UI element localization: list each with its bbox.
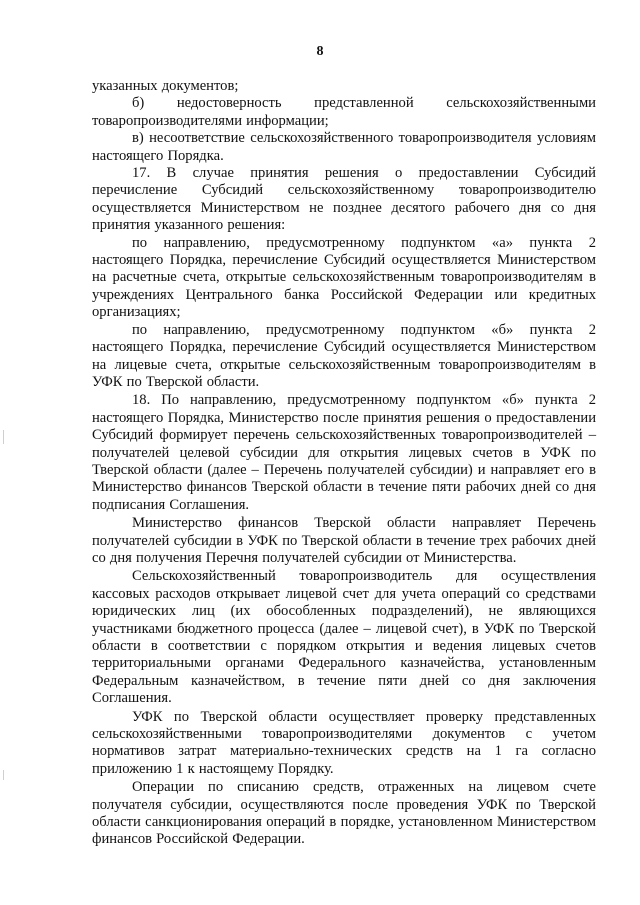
paragraph-item-v: в) несоответствие сельскохозяйственного товаропроизводителя условиям настоящего Порядка.	[92, 130, 596, 164]
paragraph-continuation: указанных документов;	[92, 78, 239, 94]
paragraph-ufk-check: УФК по Тверской области осуществляет проверку представленных сельскохозяйственными товаропроизводителями документов с учетом нормативов затрат материально-технических средств на 1 га согласно приложению 1 к настоящему Порядку.	[92, 708, 596, 777]
page-number: 8	[316, 44, 324, 59]
paragraph-personal-account: Сельскохозяйственный товаропроизводитель для осуществления кассовых расходов открывает лицевой счет для учета операций со средствами юридических лиц (их обособленных подразделений), не являющихся участниками бюджетного процесса (далее – лицевой счет), в УФК по Тверской области в соответствии с порядком открытия и ведения лицевых счетов территориальными органами Федерального казначейства, установленным Федеральным казначейством, в течение пяти дней со дня заключения Соглашения.	[92, 568, 596, 707]
document-body	[92, 78, 596, 849]
paragraph-direction-a: по направлению, предусмотренному подпунктом «а» пункта 2 настоящего Порядка, перечисление Субсидий осуществляется Министерством на расчетные счета, открытые сельскохозяйственным товаропроизводителям в учреждениях Центрального банка Российской Федерации или кредитных организациях;	[92, 234, 596, 321]
paragraph-ministry-finance: Министерство финансов Тверской области направляет Перечень получателей субсидии в УФК по Тверской области в течение трех рабочих дней со дня получения Перечня получателей субсидии от Министерства.	[92, 515, 596, 566]
paragraph-item-b: б) недостоверность представленной сельскохозяйственными товаропроизводителями информации;	[92, 95, 596, 129]
scan-edge-mark	[3, 430, 4, 444]
paragraph-debit-operations: Операции по списанию средств, отраженных на лицевом счете получателя субсидии, осуществляются после проведения УФК по Тверской области санкционирования операций в порядке, установленном Министерством финансов Российской Федерации.	[92, 779, 596, 848]
paragraph-direction-b: по направлению, предусмотренному подпунктом «б» пункта 2 настоящего Порядка, перечисление Субсидий осуществляется Министерством на лицевые счета, открытые сельскохозяйственным товаропроизводителям в УФК по Тверской области.	[92, 321, 596, 390]
paragraph-clause-18: 18. По направлению, предусмотренному подпунктом «б» пункта 2 настоящего Порядка, Министерство после принятия решения о предоставлении Субсидий формирует перечень сельскохозяйственных товаропроизводителей – получателей целевой субсидии для открытия лицевых счетов в УФК по Тверской области (далее – Перечень получателей субсидии) и направляет его в Министерство финансов Тверской области в течение пяти рабочих дней со дня подписания Соглашения.	[92, 392, 596, 513]
scan-edge-mark	[3, 770, 4, 780]
paragraph-clause-17: 17. В случае принятия решения о предоставлении Субсидий перечисление Субсидий сельскохозяйственному товаропроизводителю осуществляется Министерством не позднее десятого рабочего дня со дня принятия указанного решения:	[92, 165, 596, 234]
